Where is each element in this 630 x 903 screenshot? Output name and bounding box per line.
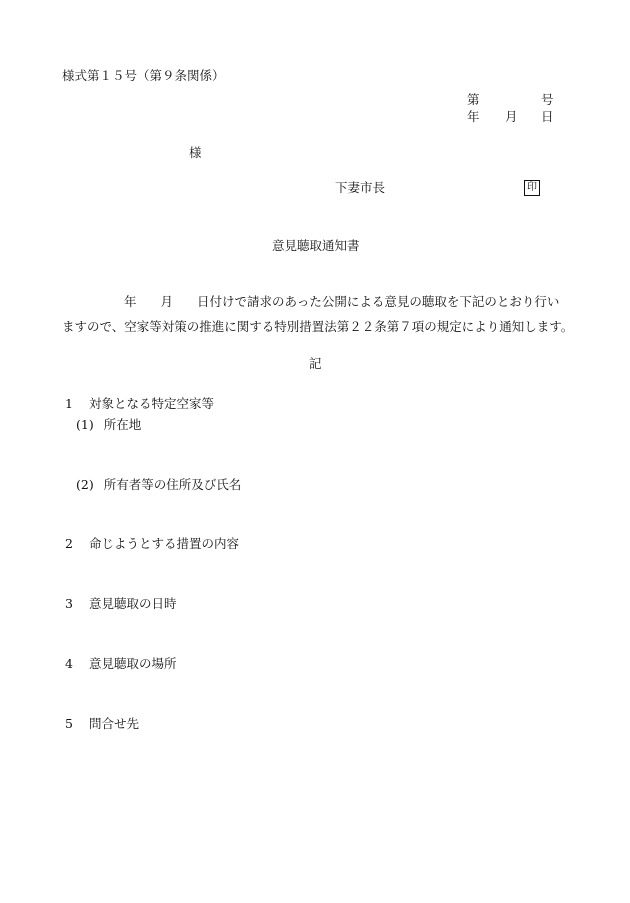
- item-3-number: 3: [65, 596, 73, 611]
- ki-heading: 記: [309, 356, 322, 371]
- item-1-number: 1: [65, 396, 73, 411]
- sender-name: 下妻市長: [335, 180, 386, 195]
- item-1-1: [76, 419, 141, 432]
- doc-number-prefix: 第: [467, 92, 480, 107]
- item-4: [65, 658, 176, 671]
- item-4-number: 4: [65, 656, 73, 671]
- item-5-number: 5: [65, 716, 73, 731]
- item-3: [65, 598, 176, 611]
- addressee-suffix: 様: [189, 145, 202, 160]
- item-2-label: 命じようとする措置の内容: [88, 536, 239, 551]
- item-1-label: 対象となる特定空家等: [88, 396, 214, 411]
- seal-mark: 印: [524, 180, 540, 196]
- item-1-2: [76, 479, 241, 492]
- item-2: [65, 538, 239, 551]
- date-year: 年: [467, 109, 480, 124]
- body-year: 年: [124, 294, 137, 309]
- doc-number-suffix: 号: [541, 92, 554, 107]
- item-4-label: 意見聴取の場所: [88, 656, 177, 671]
- item-1-1-label: 所在地: [103, 417, 142, 432]
- document-title: 意見聴取通知書: [272, 238, 360, 253]
- item-1-2-number: (2): [76, 477, 94, 492]
- item-5-label: 問合せ先: [88, 716, 139, 731]
- item-2-number: 2: [65, 536, 73, 551]
- date-day: 日: [541, 109, 554, 124]
- item-1-2-label: 所有者等の住所及び氏名: [103, 477, 242, 492]
- item-1: [65, 398, 214, 411]
- item-5: [65, 718, 139, 731]
- form-number: 様式第１５号（第９条関係）: [62, 68, 225, 83]
- date-month: 月: [505, 109, 518, 124]
- body-line2: ますので、空家等対策の推進に関する特別措置法第２２条第７項の規定により通知します。: [62, 319, 574, 334]
- body-month: 月: [160, 294, 174, 309]
- body-paragraph: [62, 289, 582, 339]
- body-line1-rest: 日付けで請求のあった公開による意見の聴取を下記のとおり行い: [197, 294, 560, 309]
- item-3-label: 意見聴取の日時: [88, 596, 177, 611]
- item-1-1-number: (1): [76, 417, 94, 432]
